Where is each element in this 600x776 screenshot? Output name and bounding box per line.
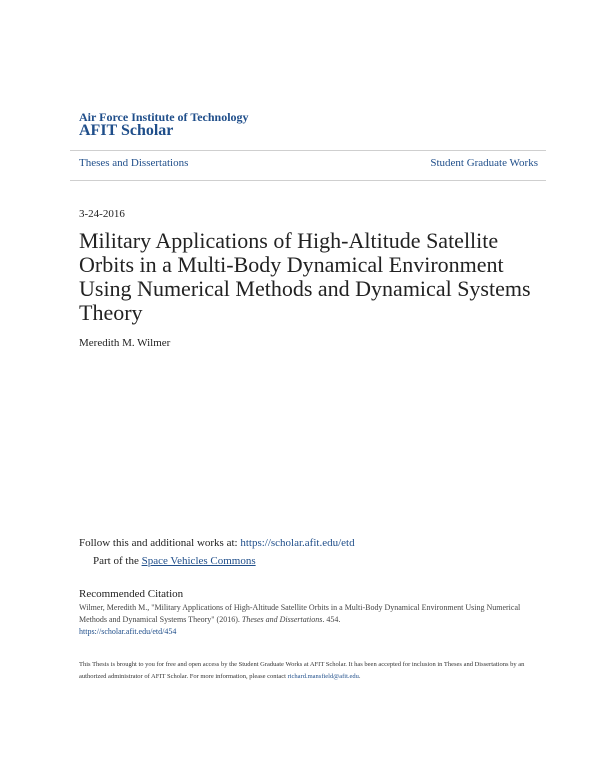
- document-title: Military Applications of High-Altitude Satellite Orbits in a Multi-Body Dynamical Environment Using Numerical Methods and Dynamical Systems Theory: [79, 228, 531, 325]
- part-of-prefix: Part of the: [93, 555, 139, 567]
- nav-divider: [70, 180, 546, 181]
- follow-prefix: Follow this and additional works at:: [79, 537, 238, 549]
- recommended-citation-heading: Recommended Citation: [79, 588, 184, 600]
- follow-line: [79, 537, 355, 549]
- citation-series: Theses and Dissertations: [241, 615, 323, 624]
- institution-name[interactable]: Air Force Institute of Technology: [79, 110, 249, 124]
- follow-url-link[interactable]: https://scholar.afit.edu/etd: [240, 537, 355, 549]
- citation-url-link[interactable]: https://scholar.afit.edu/etd/454: [79, 627, 177, 636]
- repository-name[interactable]: AFIT Scholar: [79, 122, 174, 139]
- nav-student-works-link[interactable]: Student Graduate Works: [430, 157, 538, 169]
- header-divider: [70, 150, 546, 151]
- publication-date: 3-24-2016: [79, 208, 125, 220]
- nav-theses-link[interactable]: Theses and Dissertations: [79, 157, 189, 169]
- citation-block: [79, 602, 529, 638]
- access-notice: [79, 659, 544, 683]
- citation-text: Wilmer, Meredith M., "Military Applications of High-Altitude Satellite Orbits in a Multi-Body Dynamical Environment Using Numerical Methods and Dynamical Systems Theory" (2016).: [79, 603, 521, 624]
- space-vehicles-commons-link[interactable]: Space Vehicles Commons: [141, 555, 256, 567]
- part-of-line: [93, 555, 256, 567]
- notice-text: This Thesis is brought to you for free and open access by the Student Graduate Works at AFIT Scholar. It has been accepted for inclusion in Theses and Dissertations by an authorized administrator of AFIT Scholar. For more information, please contact: [79, 661, 525, 680]
- notice-end: .: [358, 673, 361, 680]
- contact-email-link[interactable]: richard.mansfield@afit.edu: [287, 673, 359, 680]
- citation-number: . 454.: [322, 615, 341, 624]
- author-name: Meredith M. Wilmer: [79, 337, 171, 349]
